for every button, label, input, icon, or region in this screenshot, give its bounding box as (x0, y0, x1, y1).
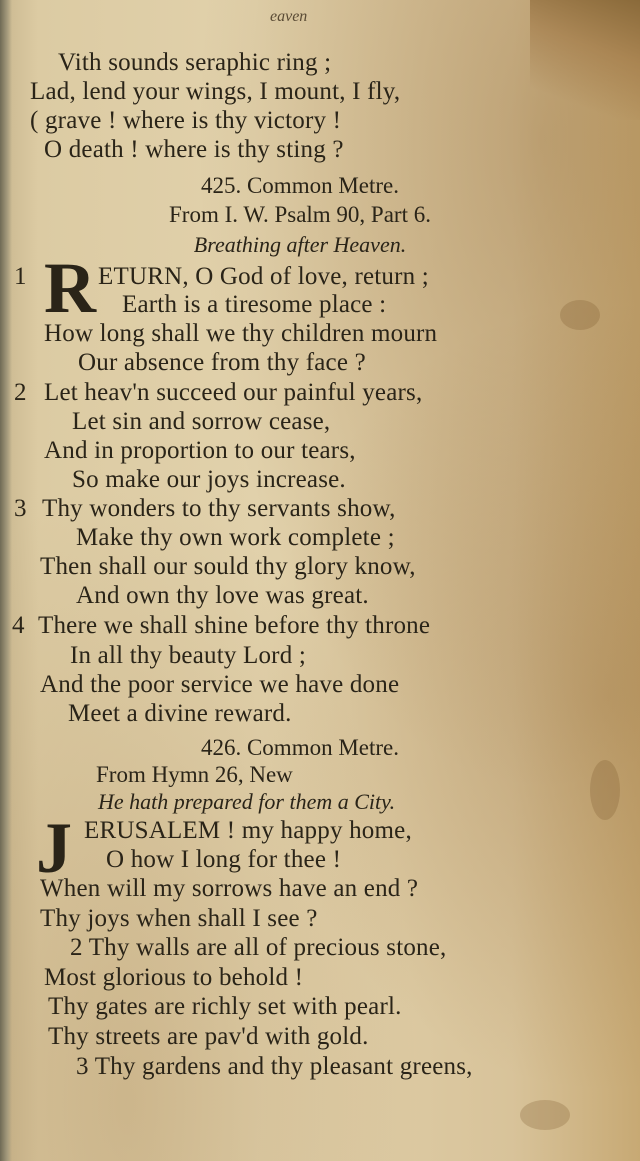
verse-number: 3 (14, 495, 27, 522)
drop-cap-letter: J (36, 808, 72, 888)
torn-corner-stain (530, 0, 640, 120)
verse-line: ERUSALEM ! my happy home, (84, 817, 412, 844)
verse-line: Let heav'n succeed our painful years, (44, 379, 423, 406)
verse-line: Thy joys when shall I see ? (40, 905, 318, 932)
verse-line: Thy gates are richly set with pearl. (48, 993, 402, 1020)
verse-number: 2 (14, 379, 27, 406)
verse-line: When will my sorrows have an end ? (40, 875, 419, 902)
verse-line: Then shall our sould thy glory know, (40, 553, 416, 580)
verse-line: In all thy beauty Lord ; (70, 642, 306, 669)
book-spine-edge (0, 0, 12, 1161)
foxing-stain (590, 760, 620, 820)
verse-line: 2 Thy walls are all of precious stone, (70, 934, 447, 961)
verse-line: ETURN, O God of love, return ; (98, 263, 429, 290)
verse-line: O how I long for thee ! (106, 846, 342, 873)
verse-line: So make our joys increase. (72, 466, 346, 493)
hymn-subtitle: Breathing after Heaven. (193, 232, 407, 257)
verse-line: Make thy own work complete ; (76, 524, 395, 551)
verse-line: And in proportion to our tears, (44, 437, 356, 464)
hymn-number-title: 426. Common Metre. (200, 735, 400, 760)
verse-line: Our absence from thy face ? (78, 349, 366, 376)
verse-line: And own thy love was great. (76, 582, 369, 609)
verse-line: Most glorious to behold ! (44, 964, 304, 991)
drop-cap-letter: R (44, 248, 96, 328)
foxing-stain (560, 300, 600, 330)
hymn-subtitle: He hath prepared for them a City. (98, 789, 396, 814)
verse-number: 1 (14, 263, 27, 290)
verse-line: Earth is a tiresome place : (122, 291, 387, 318)
verse-line: And the poor service we have done (40, 671, 400, 698)
verse-line: There we shall shine before thy throne (38, 612, 431, 639)
hymn-number-title: 425. Common Metre. (200, 173, 400, 198)
running-catchword: eaven (270, 8, 308, 25)
verse-line: Thy streets are pav'd with gold. (48, 1023, 369, 1050)
foxing-stain (520, 1100, 570, 1130)
verse-line: Meet a divine reward. (68, 700, 292, 727)
verse-line: Thy wonders to thy servants show, (42, 495, 396, 522)
hymn-source: From I. W. Psalm 90, Part 6. (169, 202, 431, 227)
verse-number: 4 (12, 612, 25, 639)
verse-line: ( grave ! where is thy victory ! (30, 107, 342, 134)
verse-line: Lad, lend your wings, I mount, I fly, (30, 78, 401, 105)
verse-line: O death ! where is thy sting ? (44, 136, 344, 163)
verse-line: Let sin and sorrow cease, (72, 408, 331, 435)
hymn-source: From Hymn 26, New (96, 762, 293, 787)
verse-line: How long shall we thy children mourn (44, 320, 438, 347)
verse-line: Vith sounds seraphic ring ; (58, 49, 332, 76)
verse-line: 3 Thy gardens and thy pleasant greens, (76, 1053, 473, 1080)
